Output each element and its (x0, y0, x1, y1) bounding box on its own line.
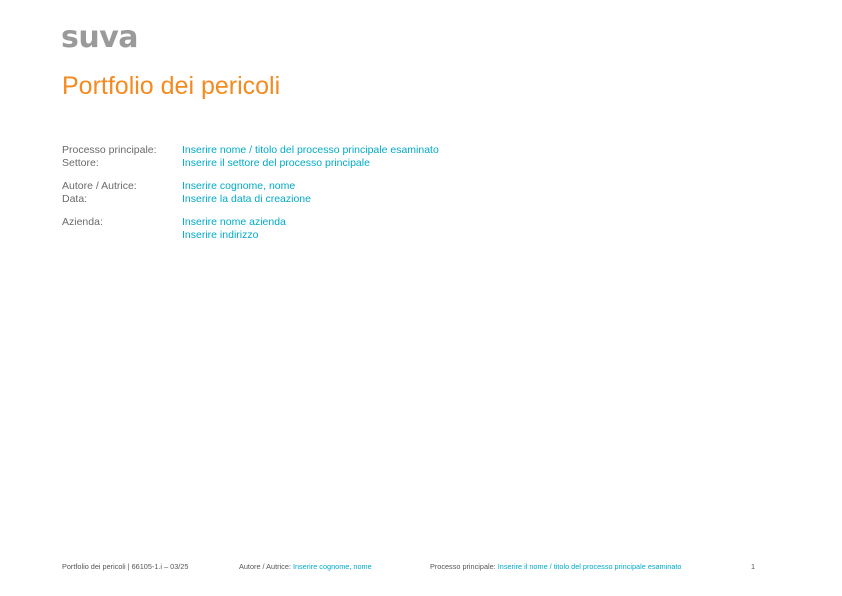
footer-author-label: Autore / Autrice: (239, 562, 291, 571)
field-label: Data: (62, 192, 88, 205)
footer-author (239, 562, 372, 572)
field-value[interactable]: Inserire il settore del processo principale (182, 156, 370, 169)
page-title: Portfolio dei pericoli (62, 72, 281, 100)
suva-logo: suva (61, 20, 139, 55)
footer-author-value: Inserire cognome, nome (292, 562, 372, 571)
field-label: Processo principale: (62, 144, 157, 156)
page-footer (0, 562, 842, 574)
field-value[interactable]: Inserire nome / titolo del processo principale esaminato (182, 144, 439, 156)
field-row-sector (62, 157, 439, 170)
info-fields (62, 144, 439, 241)
field-label: Azienda: (62, 216, 103, 228)
footer-process-value: Inserire il nome / titolo del processo principale esaminato (497, 562, 682, 571)
field-value[interactable]: Inserire la data di creazione (182, 192, 311, 205)
field-value[interactable]: Inserire cognome, nome (182, 180, 296, 192)
field-label: Settore: (62, 156, 99, 169)
footer-process (430, 562, 681, 572)
field-row-author (62, 180, 439, 193)
footer-page-number: 1 (751, 562, 756, 571)
field-row-date (62, 193, 439, 206)
footer-process-label: Processo principale: (430, 562, 496, 571)
field-row-address (62, 229, 439, 242)
field-value[interactable]: Inserire nome azienda (182, 216, 286, 228)
field-row-main-process (62, 144, 439, 157)
field-value[interactable]: Inserire indirizzo (182, 228, 259, 241)
field-label (62, 229, 182, 242)
field-row-company (62, 216, 439, 229)
field-label: Autore / Autrice: (62, 180, 137, 192)
footer-doc-ref: Portfolio dei pericoli | 66105-1.i – 03/25 (62, 562, 189, 571)
